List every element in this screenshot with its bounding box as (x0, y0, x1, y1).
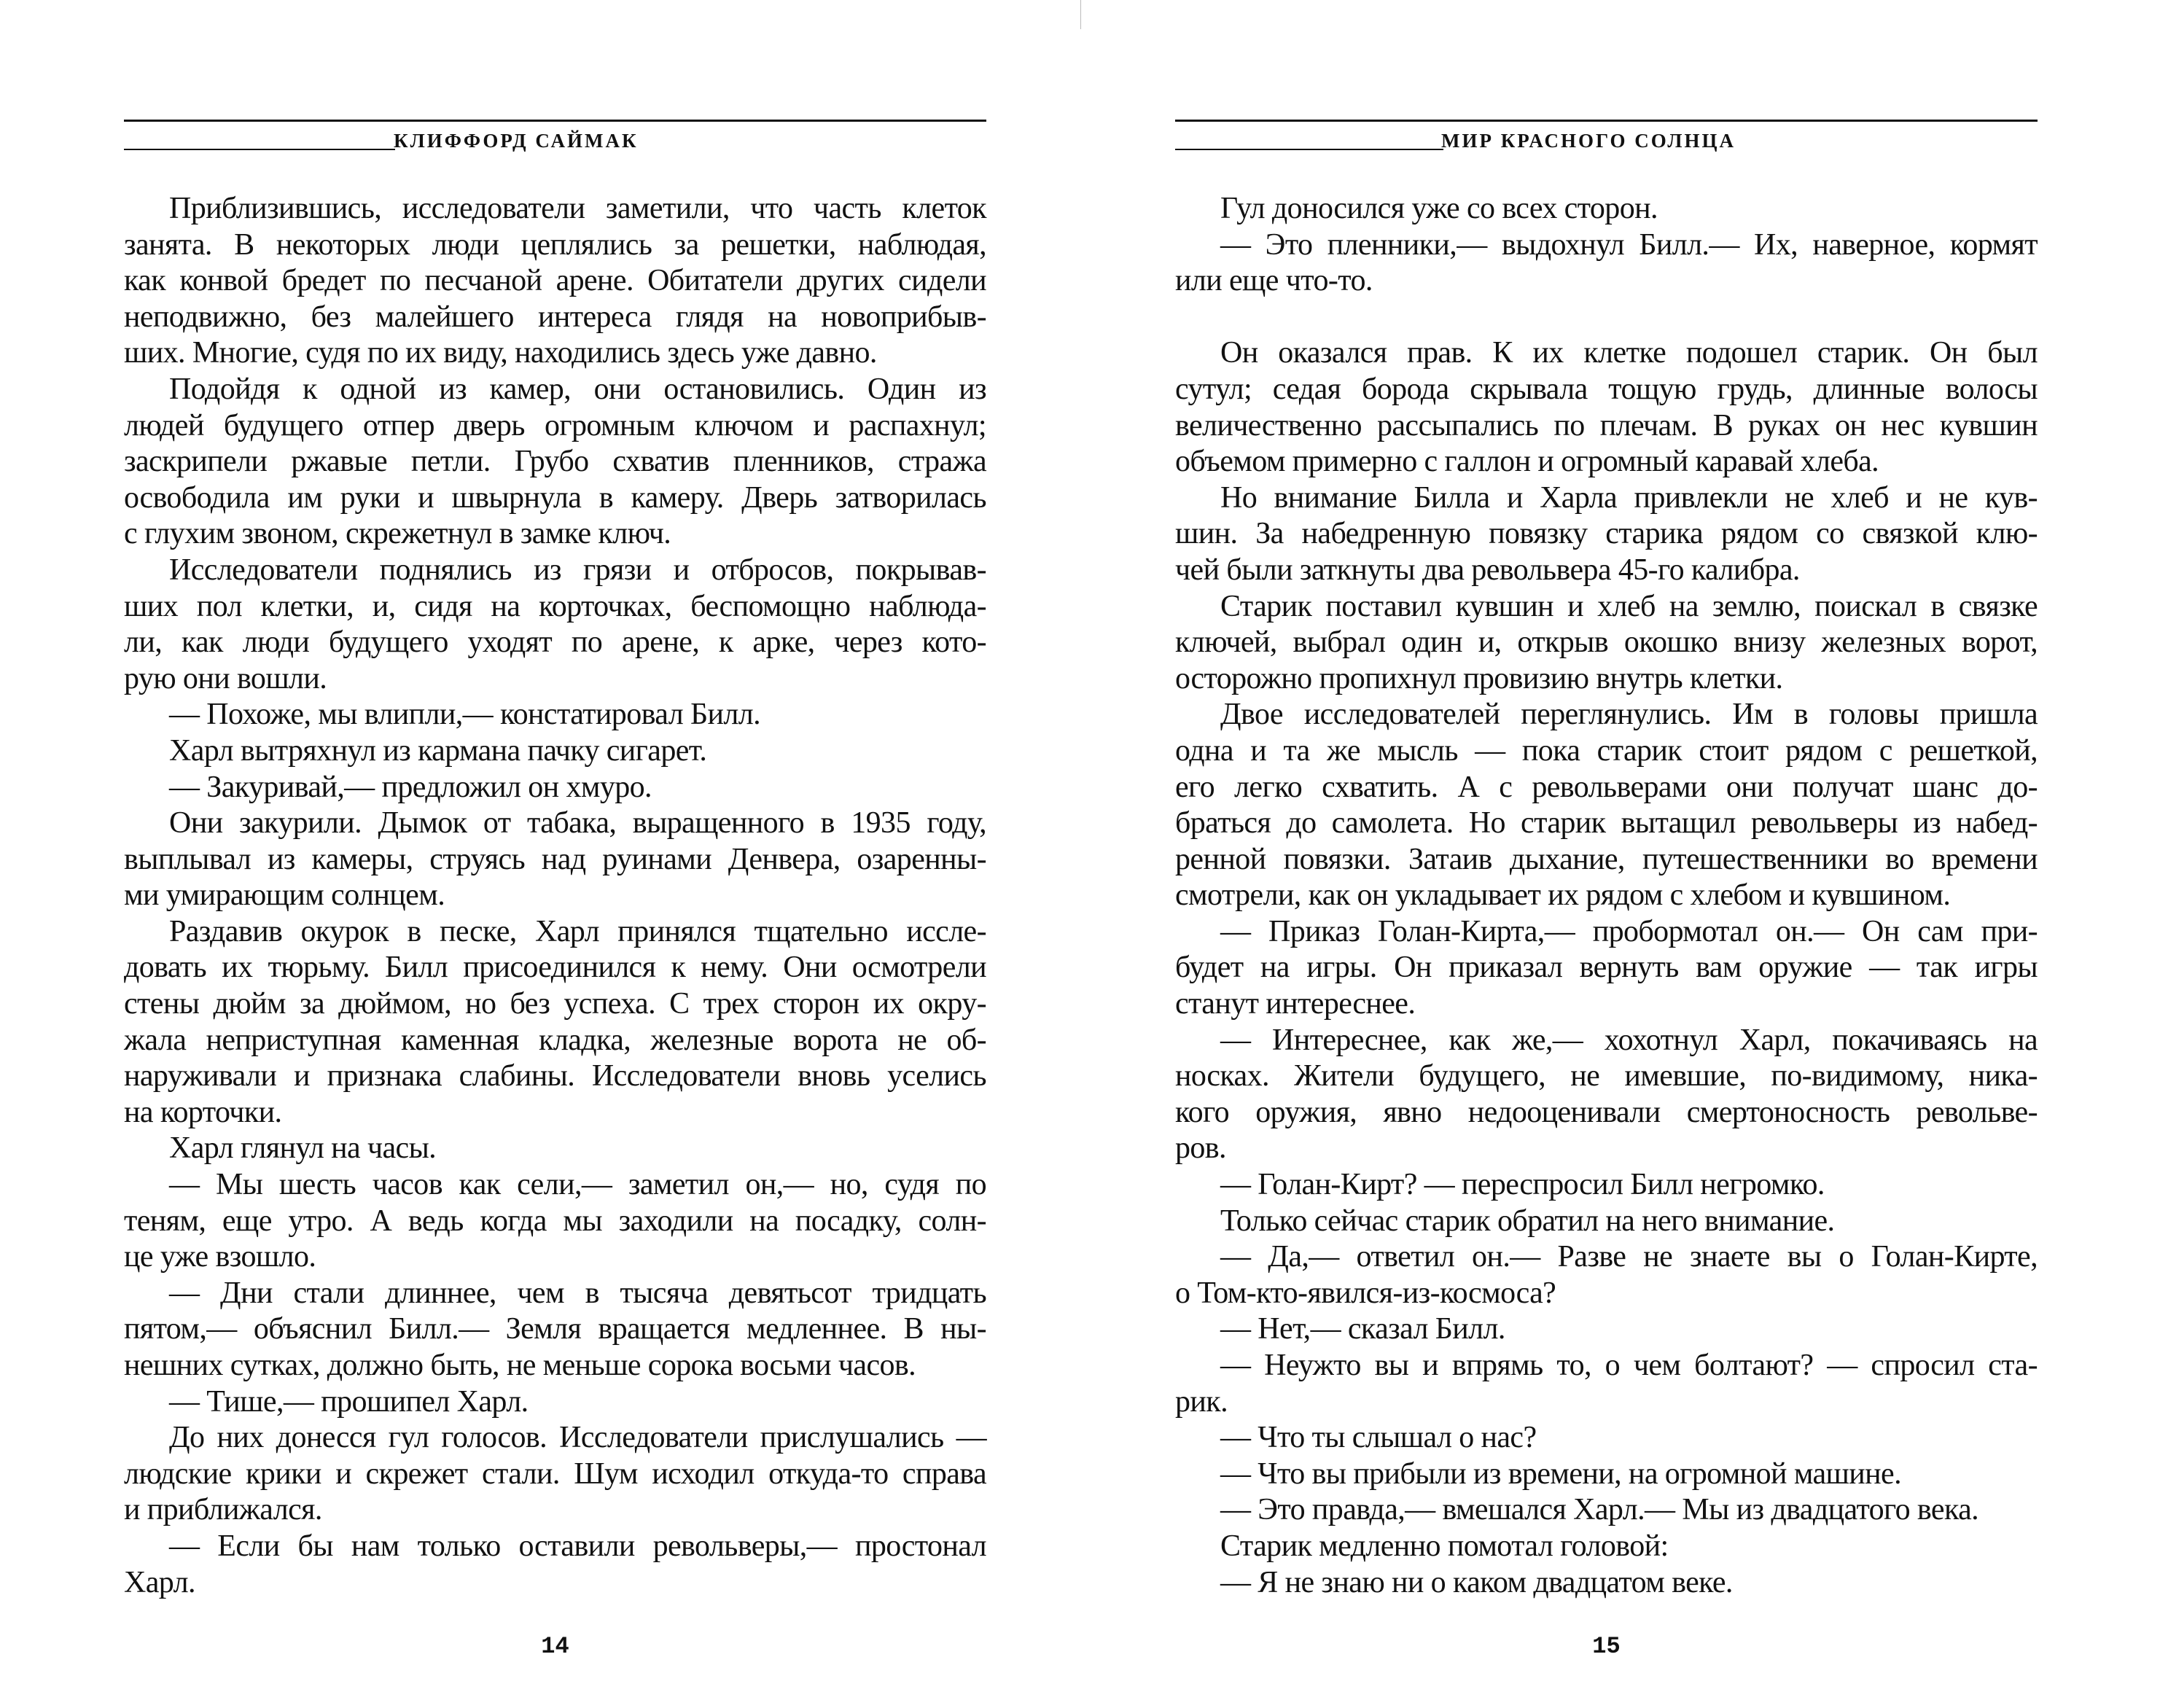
text-line: — Я не знаю ни о каком двадцатом веке. (1220, 1565, 1733, 1599)
text-line: це уже взошло. (124, 1240, 316, 1274)
text-line: величественно рассыпались по плечам. В руках он нес кувшин (1175, 408, 2038, 442)
text-line: — Закуривай,— предложил он хмуро. (169, 770, 652, 804)
blank-line (1175, 300, 2038, 336)
text-line: одна и та же мысль — пока старик стоит рядом с решеткой, (1175, 733, 2038, 768)
text-line: его легко схватить. А с револьверами они получат шанс до- (1175, 770, 2038, 804)
text-line: осторожно пропихнул провизию внутрь клетки. (1175, 661, 1783, 695)
text-line: неподвижно, без малейшего интереса глядя на новоприбыв- (124, 300, 986, 334)
text-line: занята. В некоторых люди цеплялись за решетки, наблюдая, (124, 227, 986, 262)
text-line: будет на игры. Он приказал вернуть вам оружие — так игры (1175, 951, 2038, 985)
running-head-leader (124, 149, 395, 150)
gutter-mark (1080, 0, 1081, 29)
text-line: людские крики и скрежет стали. Шум исходил откуда-то справа (124, 1457, 986, 1491)
text-line: на корточки. (124, 1095, 282, 1129)
text-line: ключей, выбрал один и, открыв окошко внизу железных ворот, (1175, 625, 2038, 660)
page-body-text (1175, 191, 2038, 1601)
text-line: теням, еще утро. А ведь когда мы заходили на посадку, солн- (124, 1204, 986, 1238)
running-head-author: КЛИФФОРД САЙМАК (394, 130, 639, 152)
text-line: — Похоже, мы влипли,— констатировал Билл. (169, 698, 760, 732)
text-line: сутул; седая борода скрывала тощую грудь, длинные волосы (1175, 372, 2038, 406)
text-line: Исследователи поднялись из грязи и отбросов, покрывав- (169, 553, 986, 587)
text-line: о Том-кто-явился-из-космоса? (1175, 1276, 1556, 1310)
text-line: Старик поставил кувшин и хлеб на землю, поискал в связке (1220, 589, 2038, 623)
text-line: — Нет,— сказал Билл. (1220, 1312, 1505, 1346)
text-line: ми умирающим солнцем. (124, 878, 445, 913)
text-line: Харл вытряхнул из кармана пачку сигарет. (169, 733, 707, 768)
text-line: ров. (1175, 1131, 1226, 1166)
text-line: Приблизившись, исследователи заметили, что часть клеток (169, 192, 986, 225)
running-head-leader (1175, 149, 1443, 150)
text-line: Харл. (124, 1565, 195, 1599)
text-line: Гул доносился уже со всех сторон. (1220, 192, 1658, 225)
text-line: Только сейчас старик обратил на него внимание. (1220, 1204, 1835, 1238)
text-line: — Тише,— прошипел Харл. (169, 1384, 529, 1419)
text-line: ших. Многие, судя по их виду, находились здесь уже давно. (124, 336, 877, 370)
text-line: станут интереснее. (1175, 987, 1416, 1021)
text-line: — Что ты слышал о нас? (1220, 1421, 1537, 1455)
left-page (124, 0, 986, 1708)
text-line: и приближался. (124, 1493, 322, 1527)
running-head-title: МИР КРАСНОГО СОЛНЦА (1441, 130, 1736, 152)
text-line: наруживали и признака слабины. Исследователи вновь уселись (124, 1059, 986, 1093)
text-line: До них донесся гул голосов. Исследователи прислушались — (169, 1421, 986, 1455)
text-line: выплывал из камеры, струясь над руинами Денвера, озаренны- (124, 842, 986, 876)
text-line: — Неужто вы и впрямь то, о чем болтают? — спросил ста- (1220, 1349, 2038, 1382)
text-line: или еще что-то. (1175, 264, 1373, 298)
text-line: — Голан-Кирт? — переспросил Билл негромко. (1220, 1168, 1825, 1202)
text-line: Он оказался прав. К их клетке подошел старик. Он был (1220, 336, 2038, 370)
text-line: Но внимание Билла и Харла привлекли не хлеб и не кув- (1220, 480, 2038, 515)
text-line: как конвой бредет по песчаной арене. Обитатели других сидели (124, 264, 986, 298)
text-line: Они закурили. Дымок от табака, выращенного в 1935 году, (169, 806, 986, 841)
text-line: ли, как люди будущего уходят по арене, к арке, через кото- (124, 625, 986, 660)
page-number: 15 (1592, 1633, 1621, 1660)
text-line: — Приказ Голан-Кирта,— пробормотал он.— Он сам при- (1220, 914, 2038, 948)
text-line: ших пол клетки, и, сидя на корточках, беспомощно наблюда- (124, 589, 986, 623)
text-line: — Это правда,— вмешался Харл.— Мы из двадцатого века. (1220, 1493, 1979, 1527)
text-line: Харл глянул на часы. (169, 1131, 437, 1166)
text-line: чей были заткнуты два револьвера 45-го калибра. (1175, 553, 1800, 587)
text-line: — Мы шесть часов как сели,— заметил он,— но, судя по (169, 1168, 986, 1202)
text-line: шин. За набедренную повязку старика рядом со связкой клю- (1175, 517, 2038, 551)
header-rule (1175, 120, 2038, 122)
text-line: пятом,— объяснил Билл.— Земля вращается медленнее. В ны- (124, 1312, 986, 1346)
header-rule (124, 120, 986, 122)
text-line: — Интереснее, как же,— хохотнул Харл, покачиваясь на (1220, 1023, 2038, 1057)
page-body-text (124, 191, 986, 1601)
text-line: — Да,— ответил он.— Разве не знаете вы о Голан-Кирте, (1220, 1240, 2038, 1274)
text-line: Подойдя к одной из камер, они остановились. Один из (169, 372, 986, 406)
text-line: стены дюйм за дюймом, но без успеха. С трех сторон их окру- (124, 987, 986, 1021)
text-line: — Дни стали длиннее, чем в тысяча девятьсот тридцать (169, 1276, 986, 1310)
text-line: нешних сутках, должно быть, не меньше сорока восьми часов. (124, 1349, 916, 1382)
text-line: Старик медленно помотал головой: (1220, 1529, 1669, 1563)
text-line: носках. Жители будущего, не имевшие, по-видимому, ника- (1175, 1059, 2038, 1093)
text-line: смотрели, как он укладывает их рядом с хлебом и кувшином. (1175, 878, 1951, 913)
text-line: с глухим звоном, скрежетнул в замке ключ. (124, 517, 671, 551)
text-line: рую они вошли. (124, 661, 327, 695)
text-line: кого оружия, явно недооценивали смертоносность револьве- (1175, 1095, 2038, 1129)
text-line: — Что вы прибыли из времени, на огромной машине. (1220, 1457, 1901, 1491)
text-line: освободила им руки и швырнула в камеру. Дверь затворилась (124, 480, 986, 515)
text-line: Двое исследователей переглянулись. Им в головы пришла (1220, 698, 2038, 732)
text-line: довать их тюрьму. Билл присоединился к нему. Они осмотрели (124, 951, 986, 985)
text-line: жала неприступная каменная кладка, железные ворота не об- (124, 1023, 986, 1057)
text-line: — Это пленники,— выдохнул Билл.— Их, наверное, кормят (1220, 227, 2038, 262)
text-line: — Если бы нам только оставили револьверы,— простонал (169, 1529, 986, 1563)
right-page (1175, 0, 2038, 1708)
page-number: 14 (541, 1633, 569, 1660)
text-line: Раздавив окурок в песке, Харл принялся тщательно иссле- (169, 914, 986, 948)
text-line: ренной повязки. Затаив дыхание, путешественники во времени (1175, 842, 2038, 876)
text-line: людей будущего отпер дверь огромным ключом и распахнул; (124, 408, 986, 442)
text-line: объемом примерно с галлон и огромный каравай хлеба. (1175, 445, 1879, 479)
text-line: браться до самолета. Но старик вытащил револьверы из набед- (1175, 806, 2038, 841)
text-line: заскрипели ржавые петли. Грубо схватив пленников, стража (124, 445, 986, 479)
text-line: рик. (1175, 1384, 1228, 1419)
